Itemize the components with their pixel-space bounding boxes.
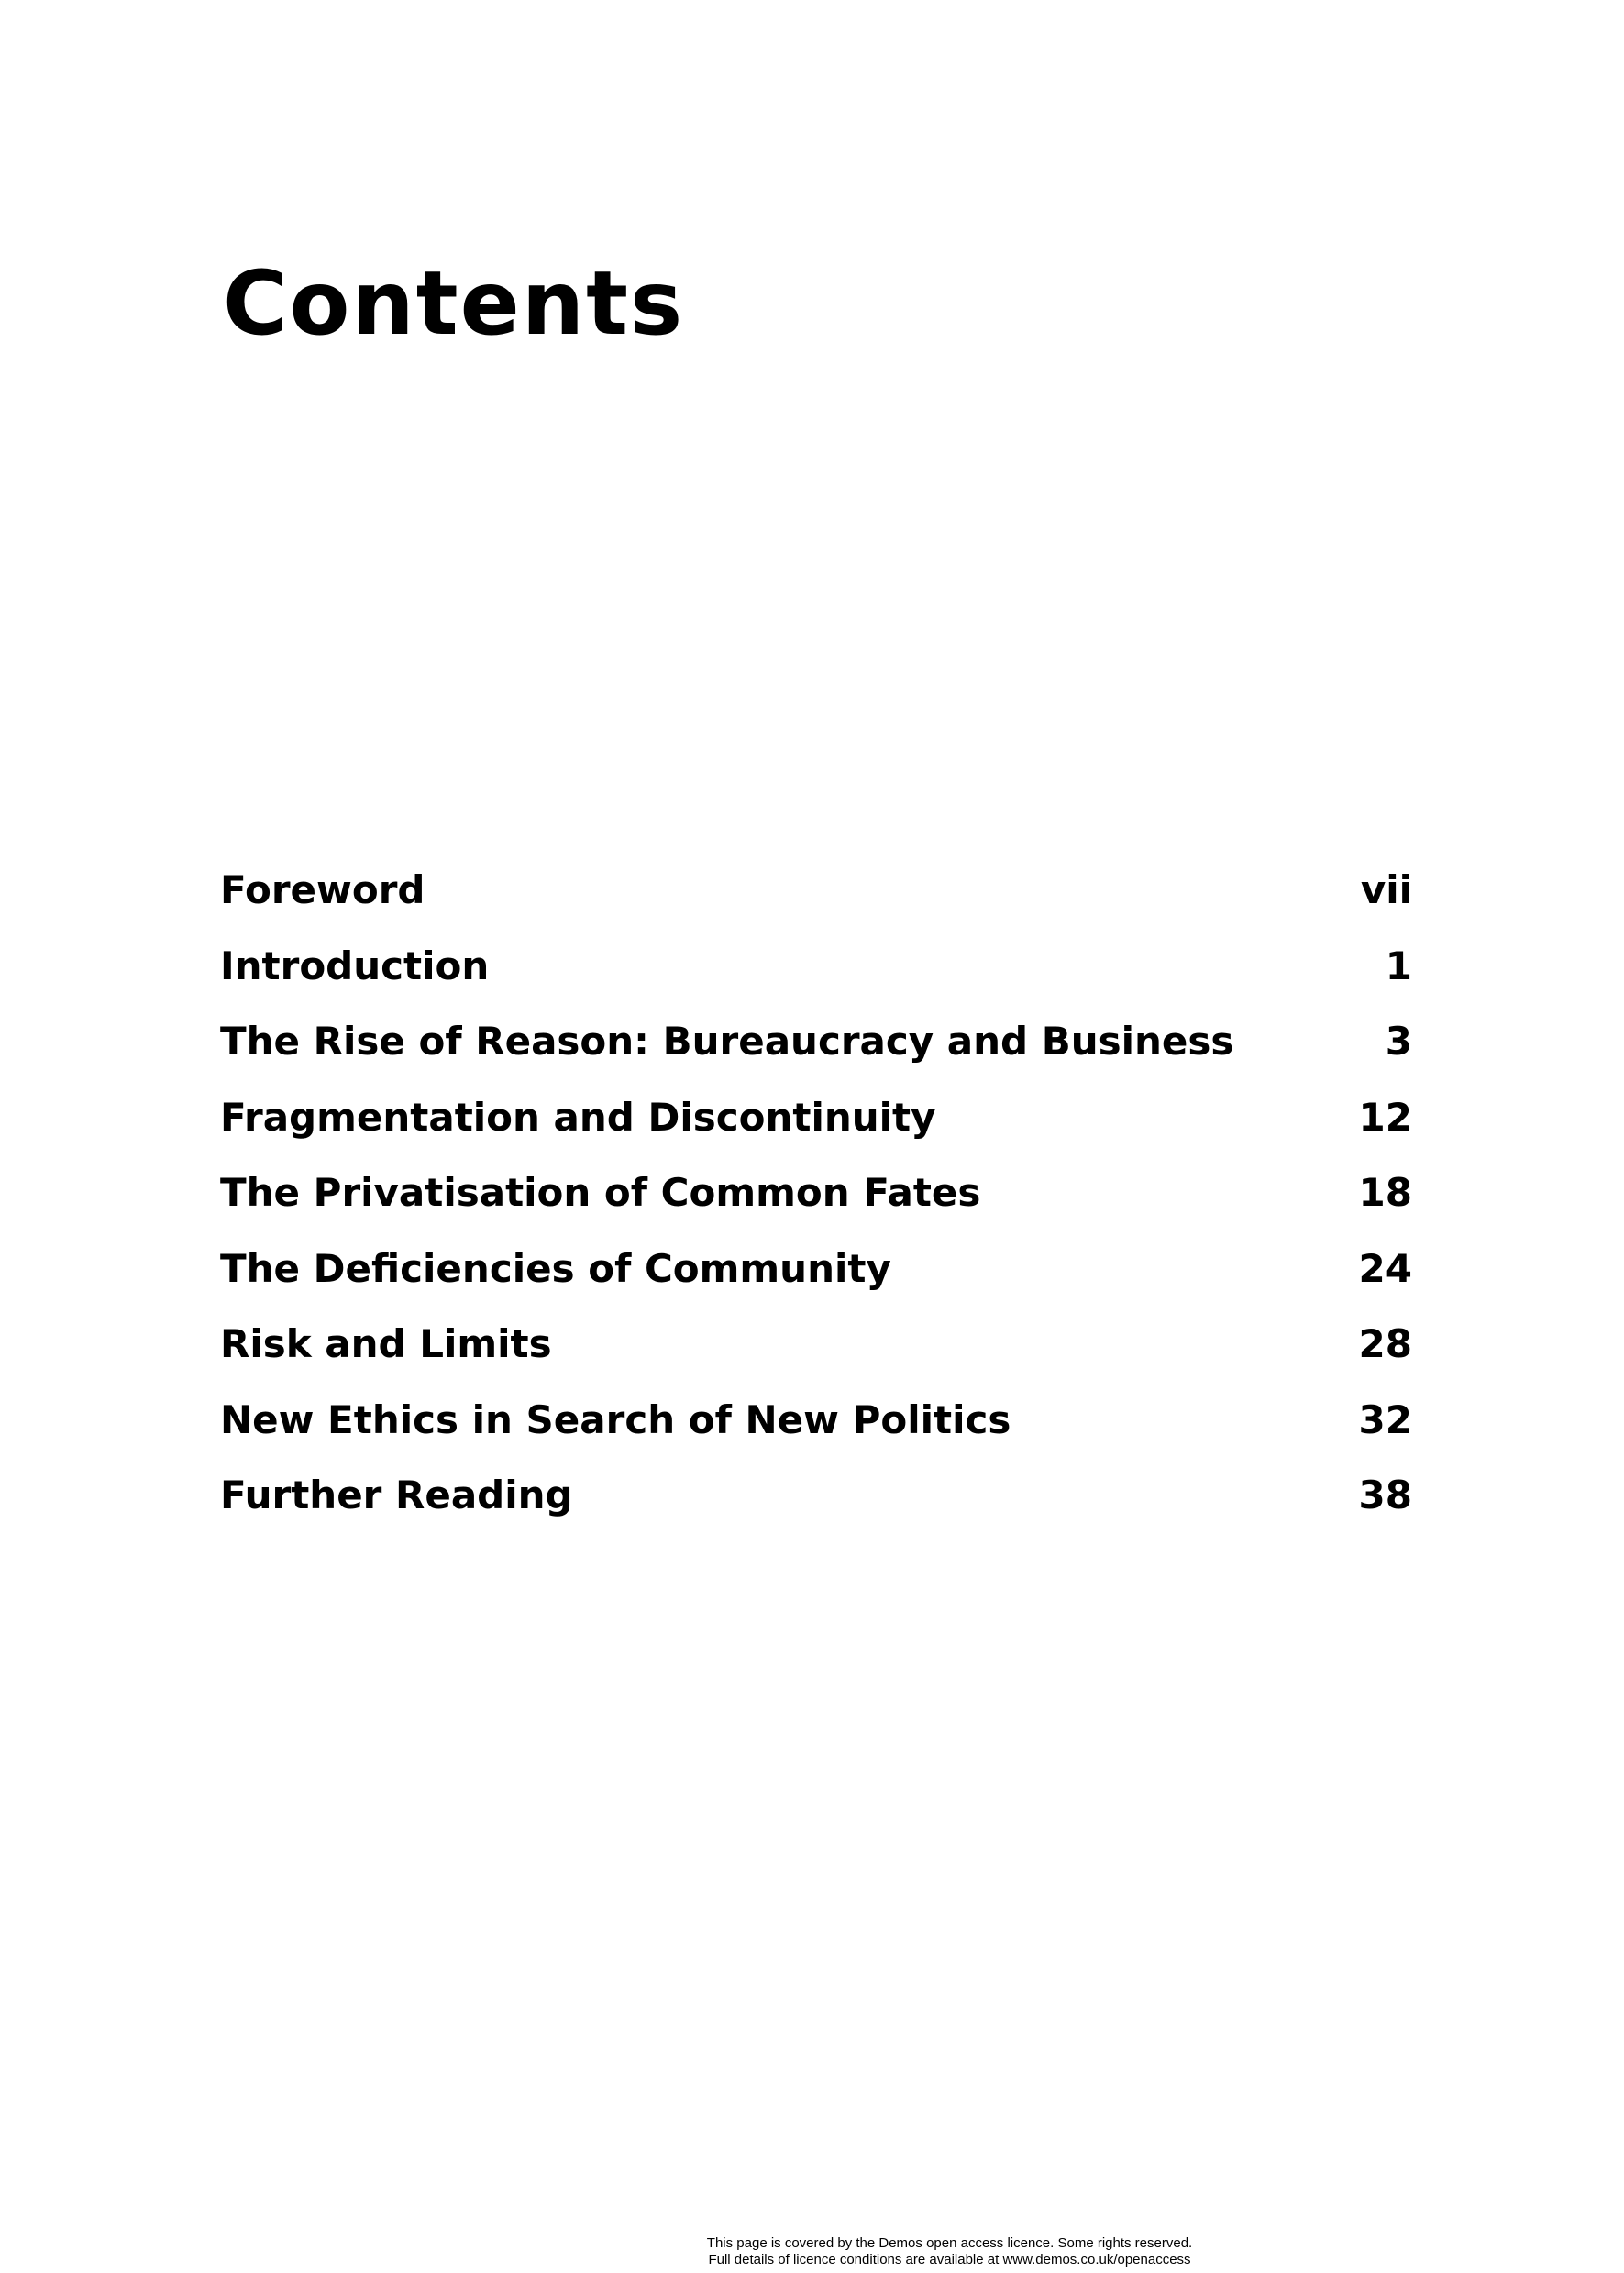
toc-entry-page: 1 bbox=[1385, 943, 1412, 988]
toc-entry-title: New Ethics in Search of New Politics bbox=[220, 1396, 1011, 1442]
toc-entry-title: Foreword bbox=[220, 867, 425, 912]
toc-entry-deficiencies[interactable] bbox=[220, 1245, 1412, 1326]
toc-entry-page: vii bbox=[1360, 867, 1412, 912]
table-of-contents bbox=[220, 867, 1412, 1552]
licence-footer bbox=[0, 2235, 1624, 2268]
toc-entry-page: 38 bbox=[1358, 1473, 1412, 1517]
toc-entry-foreword[interactable] bbox=[220, 867, 1412, 947]
toc-entry-page: 32 bbox=[1358, 1396, 1412, 1442]
toc-entry-rise-of-reason[interactable] bbox=[220, 1019, 1412, 1098]
page-title: Contents bbox=[223, 252, 685, 355]
toc-entry-page: 18 bbox=[1358, 1170, 1412, 1215]
licence-notice: This page is covered by the Demos open access licence. Some rights reserved. bbox=[706, 2235, 1193, 2251]
toc-entry-title: Further Reading bbox=[220, 1473, 573, 1517]
toc-entry-title: The Deficiencies of Community bbox=[220, 1245, 891, 1291]
toc-entry-title: Introduction bbox=[220, 943, 490, 988]
licence-details: Full details of licence conditions are available at www.demos.co.uk/openaccess bbox=[708, 2252, 1191, 2267]
toc-entry-title: The Privatisation of Common Fates bbox=[220, 1170, 981, 1215]
toc-entry-fragmentation[interactable] bbox=[220, 1094, 1412, 1175]
toc-entry-title: The Rise of Reason: Bureaucracy and Business bbox=[220, 1019, 1234, 1064]
toc-entry-page: 12 bbox=[1358, 1094, 1412, 1140]
toc-entry-introduction[interactable] bbox=[220, 943, 1412, 1023]
toc-entry-page: 3 bbox=[1385, 1019, 1412, 1064]
toc-entry-page: 28 bbox=[1358, 1321, 1412, 1366]
toc-entry-privatisation[interactable] bbox=[220, 1170, 1412, 1250]
toc-entry-new-ethics[interactable] bbox=[220, 1396, 1412, 1477]
toc-entry-further-reading[interactable] bbox=[220, 1473, 1412, 1552]
toc-entry-title: Fragmentation and Discontinuity bbox=[220, 1094, 936, 1140]
toc-entry-page: 24 bbox=[1358, 1245, 1412, 1291]
toc-entry-title: Risk and Limits bbox=[220, 1321, 552, 1366]
toc-entry-risk-and-limits[interactable] bbox=[220, 1321, 1412, 1401]
